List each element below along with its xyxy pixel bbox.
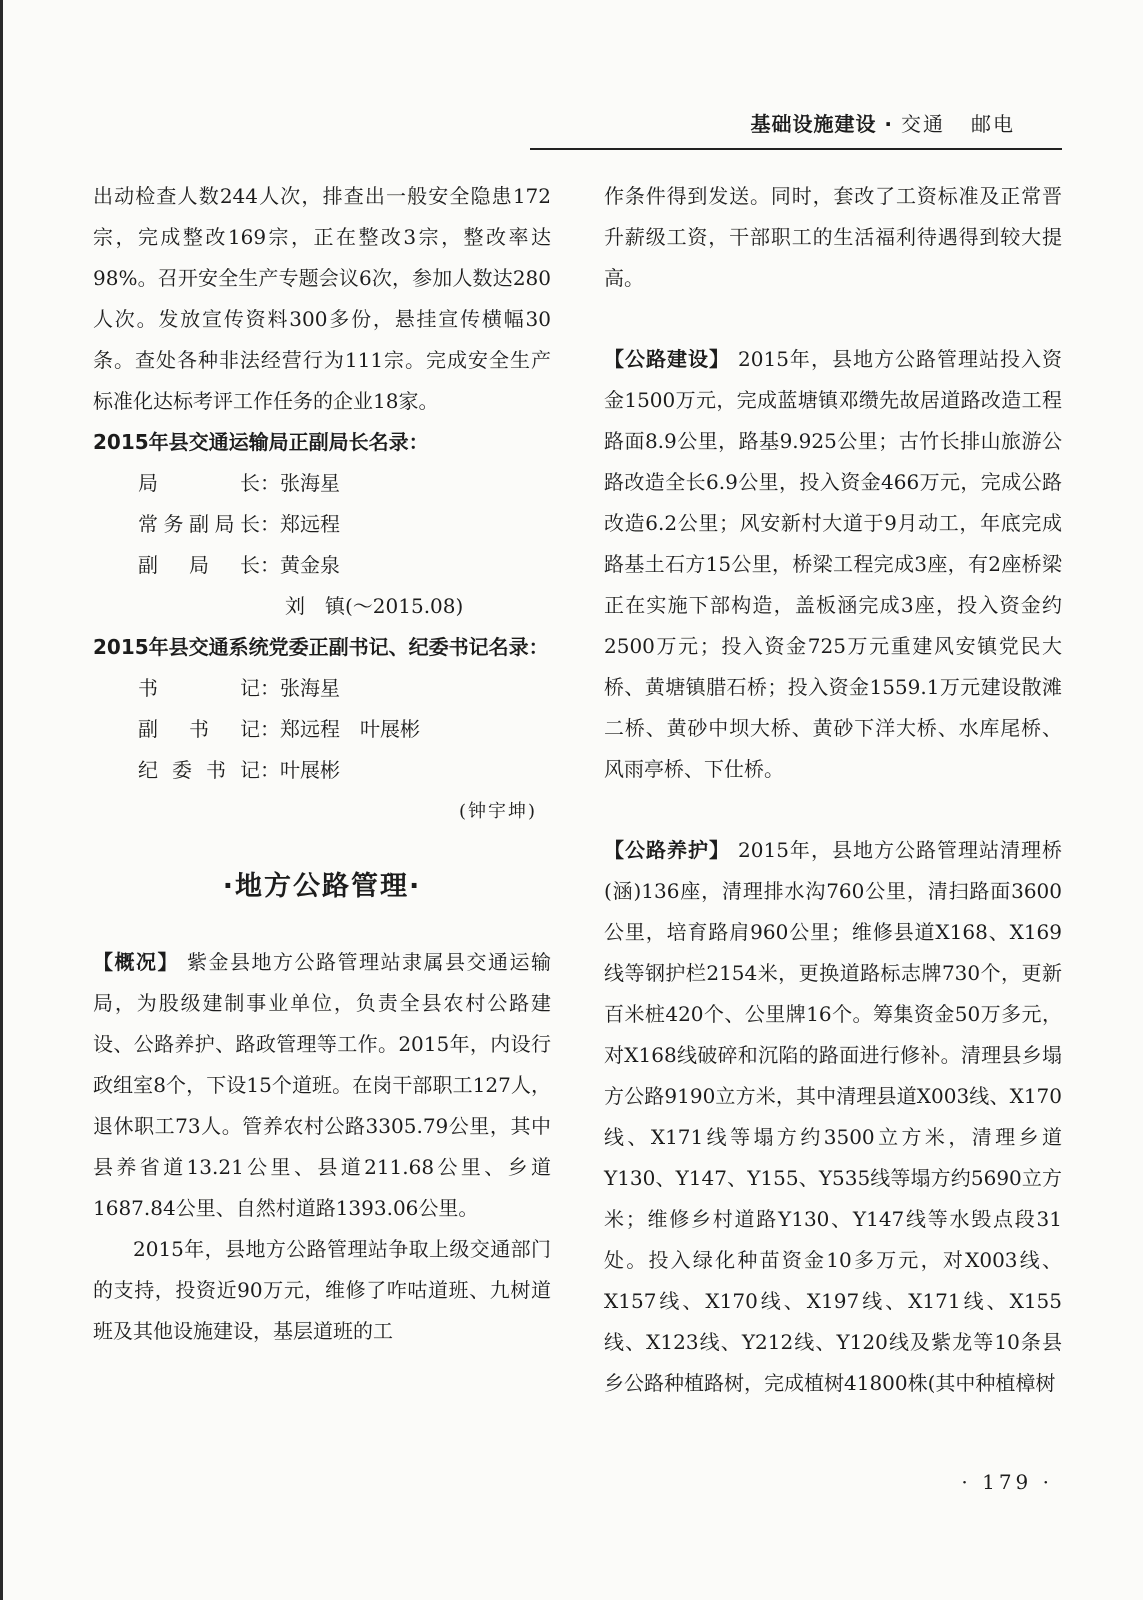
director-row: 常务副局长：郑远程 bbox=[138, 512, 340, 536]
party-row: 纪委书记：叶展彬 bbox=[138, 758, 340, 782]
section-title: ·地方公路管理· bbox=[222, 871, 422, 902]
header-sub2: 邮电 bbox=[971, 112, 1015, 136]
right-column bbox=[604, 176, 1062, 1404]
overview-paragraph: 【概况】 紫金县地方公路管理站隶属县交通运输局，为股级建制事业单位，负责全县农村公路建设、公路养护、路政管理等工作。2015年，内设行政组室8个，下设15个道班。在岗干部职工127人，退休职工73人。管养农村公路3305.79公里，其中县养省道13.21公里、县道211.68公里、乡道1687.84公里、自然村道路1393.06公里。 bbox=[93, 950, 551, 1220]
left-column bbox=[93, 176, 551, 1352]
header-rule bbox=[530, 148, 1062, 150]
director-list-title: 2015年县交通运输局正副局长名录： bbox=[93, 430, 429, 454]
safety-paragraph: 出动检查人数244人次，排查出一般安全隐患172宗，完成整改169宗，正在整改3宗，整改率达98%。召开安全生产专题会议6次，参加人数达280人次。发放宣传资料300多份，悬挂宣传横幅30条。查处各种非法经营行为111宗。完成安全生产标准化达标考评工作任务的企业18家。 bbox=[93, 184, 551, 413]
running-header bbox=[750, 108, 1015, 137]
investment-paragraph: 2015年，县地方公路管理站争取上级交通部门的支持，投资近90万元，维修了咋咕道班、九树道班及其他设施建设，基层道班的工 bbox=[93, 1237, 551, 1343]
page-number: · 179 · bbox=[961, 1470, 1053, 1494]
director-row-extra: 刘 镇(～2015.08) bbox=[285, 594, 464, 618]
party-list-title: 2015年县交通系统党委正副书记、纪委书记名录： bbox=[93, 635, 549, 659]
header-dot: · bbox=[884, 112, 894, 136]
author-signature: (钟宇坤) bbox=[458, 801, 537, 822]
header-title: 基础设施建设 bbox=[750, 112, 877, 136]
party-row: 副书记：郑远程 叶展彬 bbox=[138, 717, 420, 741]
continued-paragraph: 作条件得到发送。同时，套改了工资标准及正常晋升薪级工资，干部职工的生活福利待遇得到较大提高。 bbox=[604, 184, 1062, 290]
director-row: 副局长：黄金泉 bbox=[138, 553, 340, 577]
page-edge bbox=[0, 0, 3, 1600]
maintenance-paragraph: 【公路养护】 2015年，县地方公路管理站清理桥(涵)136座，清理排水沟760公里，清扫路面3600公里，培育路肩960公里；维修县道X168、X169线等钢护栏2154米，更换道路标志牌730个，更新百米桩420个、公里牌16个。筹集资金50万多元，对X168线破碎和沉陷的路面进行修补。清理县乡塌方公路9190立方米，其中清理县道X003线、X170线、X171线等塌方约3500立方米，清理乡道Y130、Y147、Y155、Y535线等塌方约5690立方米；维修乡村道路Y130、Y147线等水毁点段31处。投入绿化种苗资金10多万元，对X003线、X157线、X170线、X197线、X171线、X155线、X123线、Y212线、Y120线及紫龙等10条县乡公路种植路树，完成植树41800株(其中种植樟树 bbox=[604, 838, 1062, 1395]
party-row: 书记：张海星 bbox=[138, 676, 340, 700]
construction-tag: 【公路建设】 bbox=[604, 347, 731, 371]
maintenance-tag: 【公路养护】 bbox=[604, 838, 731, 862]
construction-paragraph: 【公路建设】 2015年，县地方公路管理站投入资金1500万元，完成蓝塘镇邓缵先故居道路改造工程路面8.9公里，路基9.925公里；古竹长排山旅游公路改造全长6.9公里，投入资金466万元，完成公路改造6.2公里；风安新村大道于9月动工，年底完成路基土石方15公里，桥梁工程完成3座，有2座桥梁正在实施下部构造，盖板涵完成3座，投入资金约2500万元；投入资金725万元重建风安镇党民大桥、黄塘镇腊石桥；投入资金1559.1万元建设散滩二桥、黄砂中坝大桥、黄砂下洋大桥、水库尾桥、风雨亭桥、下仕桥。 bbox=[604, 347, 1062, 781]
overview-tag: 【概况】 bbox=[93, 950, 179, 974]
header-sub1: 交通 bbox=[901, 112, 945, 136]
director-row: 局长：张海星 bbox=[138, 471, 340, 495]
